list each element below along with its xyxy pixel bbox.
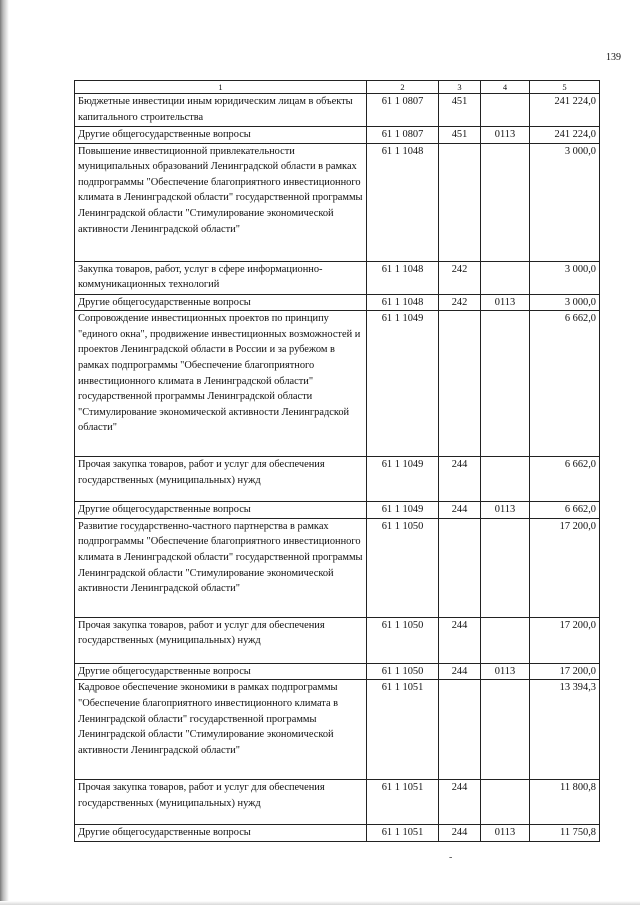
row-name: Другие общегосударственные вопросы	[75, 294, 367, 311]
table-header-row	[75, 81, 600, 94]
row-name: Другие общегосударственные вопросы	[75, 825, 367, 842]
row-amount: 13 394,3	[530, 680, 600, 780]
row-amount: 17 200,0	[530, 617, 600, 663]
column-header-code: 2	[367, 81, 439, 94]
row-target-code: 61 1 1048	[367, 294, 439, 311]
row-target-code: 61 1 1051	[367, 680, 439, 780]
row-target-code: 61 1 1049	[367, 457, 439, 502]
row-name: Прочая закупка товаров, работ и услуг для обеспечения государственных (муниципальных) нужд	[75, 457, 367, 502]
scan-mark: -	[449, 852, 453, 863]
column-header-expense-type: 3	[439, 81, 481, 94]
table-row	[75, 502, 600, 519]
page-number: 139	[606, 52, 621, 63]
row-amount: 11 750,8	[530, 825, 600, 842]
row-amount: 6 662,0	[530, 457, 600, 502]
row-expense-type: 242	[439, 261, 481, 294]
row-expense-type	[439, 143, 481, 261]
column-header-name: 1	[75, 81, 367, 94]
row-target-code: 61 1 1048	[367, 261, 439, 294]
row-expense-type: 244	[439, 617, 481, 663]
row-target-code: 61 1 1050	[367, 518, 439, 617]
scan-shadow-bottom	[0, 901, 640, 905]
row-expense-type: 244	[439, 825, 481, 842]
row-name: Бюджетные инвестиции иным юридическим лицам в объекты капитального строительства	[75, 94, 367, 127]
row-amount: 241 224,0	[530, 127, 600, 144]
row-name: Другие общегосударственные вопросы	[75, 502, 367, 519]
column-header-section: 4	[481, 81, 530, 94]
table-row	[75, 680, 600, 780]
table-row	[75, 663, 600, 680]
row-section	[481, 518, 530, 617]
row-amount: 3 000,0	[530, 261, 600, 294]
row-expense-type	[439, 680, 481, 780]
row-target-code: 61 1 1050	[367, 617, 439, 663]
table-row	[75, 294, 600, 311]
row-section: 0113	[481, 294, 530, 311]
row-expense-type	[439, 311, 481, 457]
row-section: 0113	[481, 663, 530, 680]
row-amount: 241 224,0	[530, 94, 600, 127]
row-target-code: 61 1 1049	[367, 311, 439, 457]
table-row	[75, 143, 600, 261]
row-target-code: 61 1 1050	[367, 663, 439, 680]
row-section: 0113	[481, 502, 530, 519]
row-section	[481, 780, 530, 825]
row-section	[481, 94, 530, 127]
scan-shadow-edge	[0, 0, 9, 905]
row-amount: 3 000,0	[530, 294, 600, 311]
table-row	[75, 457, 600, 502]
row-target-code: 61 1 0807	[367, 127, 439, 144]
row-expense-type: 451	[439, 94, 481, 127]
table-row	[75, 825, 600, 842]
row-section: 0113	[481, 825, 530, 842]
row-amount: 6 662,0	[530, 502, 600, 519]
table-row	[75, 261, 600, 294]
row-expense-type: 242	[439, 294, 481, 311]
row-expense-type: 244	[439, 502, 481, 519]
table-row	[75, 127, 600, 144]
row-amount: 17 200,0	[530, 518, 600, 617]
row-section	[481, 311, 530, 457]
table-row	[75, 617, 600, 663]
table-row	[75, 94, 600, 127]
row-name: Прочая закупка товаров, работ и услуг для обеспечения государственных (муниципальных) нужд	[75, 617, 367, 663]
row-section	[481, 617, 530, 663]
row-expense-type: 244	[439, 663, 481, 680]
row-section: 0113	[481, 127, 530, 144]
row-name: Кадровое обеспечение экономики в рамках подпрограммы "Обеспечение благоприятного инвестиционного климата в Ленинградской области" государственной программы Ленинградской области "Стимулирование экономической активности Ленинградской области"	[75, 680, 367, 780]
row-expense-type: 244	[439, 457, 481, 502]
row-amount: 17 200,0	[530, 663, 600, 680]
row-section	[481, 143, 530, 261]
row-expense-type: 244	[439, 780, 481, 825]
row-target-code: 61 1 1051	[367, 825, 439, 842]
row-target-code: 61 1 1051	[367, 780, 439, 825]
row-expense-type	[439, 518, 481, 617]
table-row	[75, 780, 600, 825]
row-target-code: 61 1 1048	[367, 143, 439, 261]
row-section	[481, 261, 530, 294]
table-row	[75, 518, 600, 617]
row-name: Развитие государственно-частного партнерства в рамках подпрограммы "Обеспечение благоприятного инвестиционного климата в Ленинградской области" государственной программы Ленинградской области "Стимулирование экономической активности Ленинградской области"	[75, 518, 367, 617]
table-row	[75, 311, 600, 457]
row-amount: 3 000,0	[530, 143, 600, 261]
row-target-code: 61 1 1049	[367, 502, 439, 519]
row-amount: 6 662,0	[530, 311, 600, 457]
row-name: Сопровождение инвестиционных проектов по принципу "единого окна", продвижение инвестиционных возможностей и проектов Ленинградской области в России и за рубежом в рамках подпрограммы "Обеспечение благоприятного инвестиционного климата в Ленинградской области" государственной программы Ленинградской области "Стимулирование экономической активности Ленинградской области"	[75, 311, 367, 457]
row-name: Другие общегосударственные вопросы	[75, 127, 367, 144]
row-expense-type: 451	[439, 127, 481, 144]
row-name: Прочая закупка товаров, работ и услуг для обеспечения государственных (муниципальных) нужд	[75, 780, 367, 825]
row-name: Закупка товаров, работ, услуг в сфере информационно-коммуникационных технологий	[75, 261, 367, 294]
row-name: Другие общегосударственные вопросы	[75, 663, 367, 680]
budget-table	[74, 80, 600, 842]
column-header-amount: 5	[530, 81, 600, 94]
row-target-code: 61 1 0807	[367, 94, 439, 127]
row-amount: 11 800,8	[530, 780, 600, 825]
row-name: Повышение инвестиционной привлекательности муниципальных образований Ленинградской области в рамках подпрограммы "Обеспечение благоприятного инвестиционного климата в Ленинградской области" государственной программы Ленинградской области "Стимулирование экономической активности Ленинградской области"	[75, 143, 367, 261]
row-section	[481, 457, 530, 502]
row-section	[481, 680, 530, 780]
